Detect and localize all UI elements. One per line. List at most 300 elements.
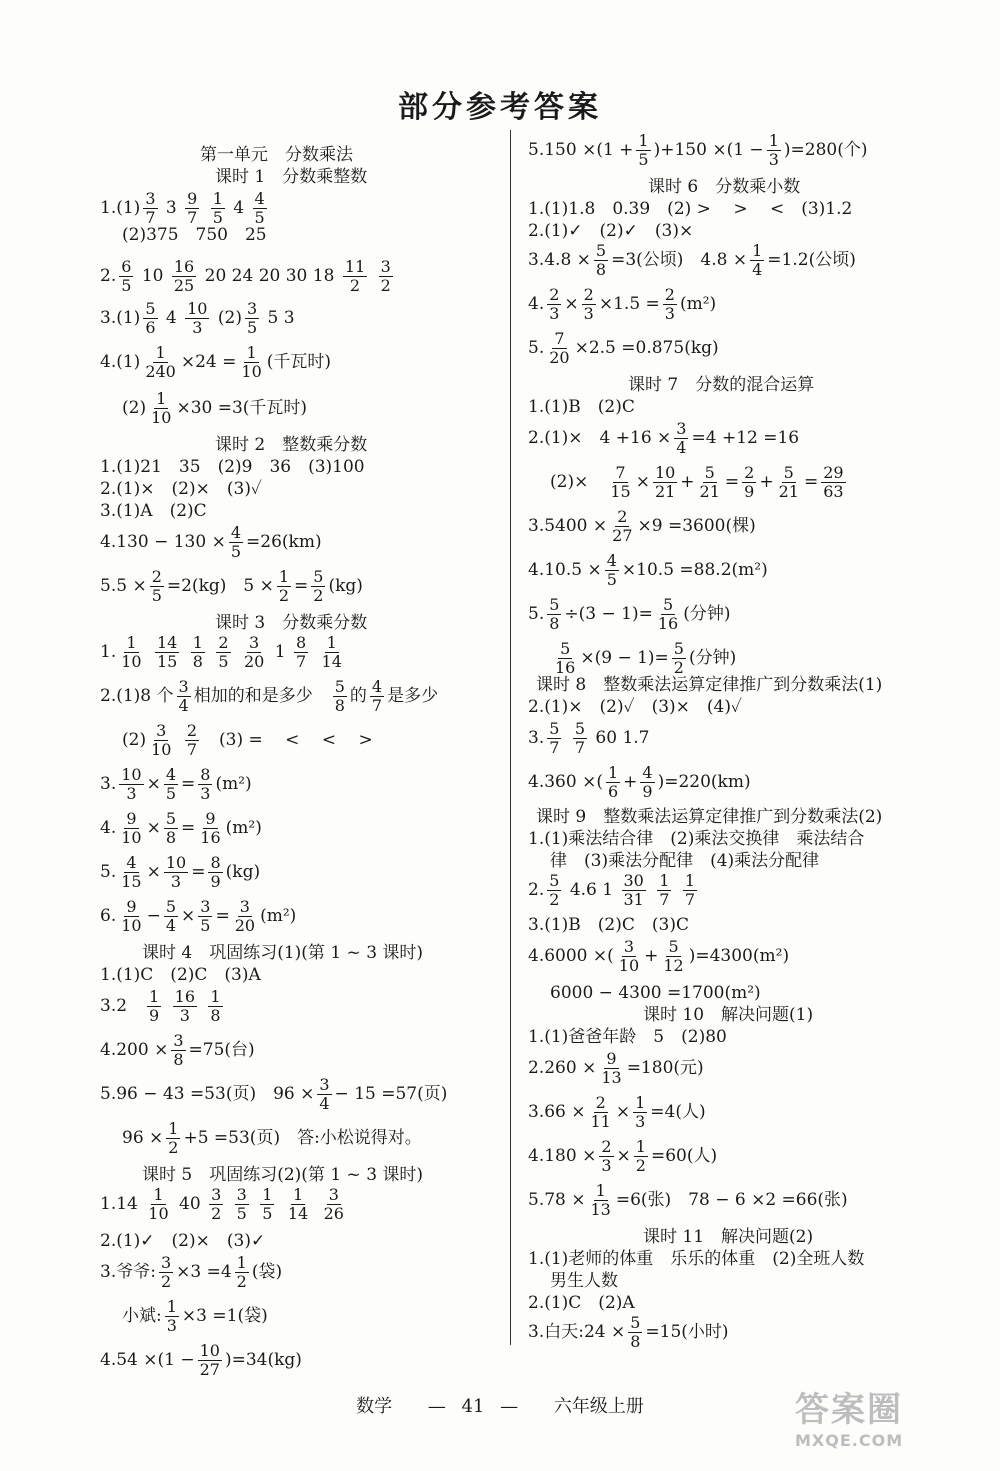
answer-text [226,1194,231,1214]
answer-text: = [191,862,206,882]
answer-text: )+150 ×(1 − [653,140,764,160]
fraction: $\frac{16}{25}$ [173,257,195,295]
fraction: $\frac{9}{10}$ [121,809,142,847]
fraction: $\frac{2}{11}$ [590,1093,611,1131]
fraction: $\frac{2}{9}$ [744,463,755,501]
answer-text: (kg) [225,862,261,882]
fraction: $\frac{5}{8}$ [630,1313,641,1351]
fraction: $\frac{5}{7}$ [574,719,586,757]
answer-text: 2.260 × [528,1058,597,1078]
answer-text: 律 (3)乘法分配律 (4)乘法分配律 [550,851,820,871]
fraction: $\frac{4}{5}$ [230,523,242,561]
fraction: $\frac{4}{5}$ [606,551,617,589]
fraction: $\frac{1}{14}$ [321,633,342,671]
fraction: $\frac{2}{27}$ [612,507,633,545]
answer-line [100,524,322,561]
answer-text: + [759,472,774,492]
fraction: $\frac{1}{7}$ [684,871,696,909]
fraction: $\frac{3}{10}$ [151,721,172,759]
answer-text: 5 3 [262,308,295,328]
fraction: $\frac{3}{2}$ [160,1253,172,1291]
answer-line [100,1342,302,1379]
answer-line [100,456,365,478]
answer-text: 4.(1) [100,352,141,372]
watermark-bottom: MXQE.COM [795,1431,904,1450]
answer-text [252,1194,257,1214]
fraction: $\frac{1}{3}$ [768,131,779,169]
footer-grade: 六年级上册 [553,1396,644,1417]
answer-text: = [803,472,819,492]
answer-text: (分钟) [688,648,737,668]
answer-line [528,1050,704,1087]
answer-text: 的 [349,686,367,706]
answer-line [528,872,700,909]
answer-line [100,678,438,715]
answer-line [100,898,296,935]
answer-text: 2.(1)× (2)✓ (3)× (4)✓ [528,697,742,717]
answer-line [528,420,799,457]
answer-text: 是多少 [387,686,439,706]
fraction: $\frac{2}{3}$ [583,285,594,323]
answer-line [100,766,252,803]
answer-line [100,988,226,1025]
fraction: $\frac{1}{2}$ [236,1253,247,1291]
answer-text: = [181,774,196,794]
answer-text: = [181,818,196,838]
fraction: $\frac{3}{26}$ [323,1185,344,1223]
watermark-top: 答案圈 [795,1390,903,1430]
fraction: $\frac{2}{7}$ [186,721,198,759]
answer-line [100,1076,447,1113]
fraction: $\frac{1}{5}$ [262,1185,273,1223]
answer-line [528,1314,729,1351]
fraction: $\frac{9}{7}$ [187,189,198,227]
answer-text: (m²) [215,774,252,794]
answer-text: − [146,906,161,926]
answer-text: 5. [528,338,545,358]
answer-line [528,220,693,242]
fraction: $\frac{1}{5}$ [638,131,649,169]
answer-text: 3. [100,774,117,794]
answer-text: 4.200 × [100,1040,169,1060]
fraction: $\frac{4}{9}$ [642,763,653,801]
answer-text [208,642,213,662]
answer-text: 3.(1)B (2)C (3)C [528,915,689,935]
answer-text: 4.130 − 130 × [100,532,226,552]
answer-line [100,810,262,847]
answer-text: 3.66 × [528,1102,586,1122]
answer-text: )=280(个) [783,140,868,160]
answer-text: =75(台) [188,1040,255,1060]
answer-line [550,1270,618,1292]
answer-text: 1 [269,642,291,662]
answer-text: ×3 =4 [176,1262,232,1282]
answer-line [528,1026,727,1048]
answer-text: 5.5 × [100,576,147,596]
answer-text: (m²) [679,294,717,314]
answer-text: 6000 − 4300 =1700(m²) [550,983,761,1003]
fraction: $\frac{11}{2}$ [344,257,366,295]
answer-text: + [623,772,638,792]
answer-text: 6. [100,906,117,926]
fraction: $\frac{2}{5}$ [218,633,229,671]
answer-text: × [146,774,161,794]
answer-text: 3.4.8 × [528,250,591,270]
answer-text: ÷(3 − 1)= [564,604,653,624]
answer-line [528,720,650,757]
answer-text: =15(小时) [645,1322,729,1342]
answer-text: = [724,472,740,492]
answer-line [100,1186,349,1223]
fraction: $\frac{1}{5}$ [212,189,223,227]
answer-text: (2)× [550,472,606,492]
fraction: $\frac{9}{13}$ [601,1049,622,1087]
answer-text: 3. [528,728,545,748]
fraction: $\frac{5}{2}$ [549,871,560,909]
answer-text: × [146,862,161,882]
answer-line [100,344,331,381]
answer-text: × [146,818,161,838]
fraction: $\frac{10}{27}$ [199,1341,220,1379]
section-heading: 课时 9 整数乘法运算定律推广到分数乘法(2) [536,807,883,827]
answer-text [200,996,205,1016]
section-heading: 课时 3 分数乘分数 [215,613,368,633]
answer-text: 2.(1)✓ (2)× (3)✓ [100,1231,266,1251]
answer-text: ×1.5 = [598,294,660,314]
fraction: $\frac{1}{7}$ [659,871,670,909]
answer-text: 1.(1)爸爸年龄 5 (2)80 [528,1027,727,1047]
answer-text: +5 =53(页) 答:小松说得对。 [183,1128,422,1148]
fraction: $\frac{4}{7}$ [371,677,383,715]
answer-text: 5.78 × [528,1190,586,1210]
answer-line [100,1032,255,1069]
section-heading: 课时 7 分数的混合运算 [628,375,815,395]
answer-text: 1.(1)B (2)C [528,397,635,417]
fraction: $\frac{3}{10}$ [618,937,640,975]
answer-text [176,730,181,750]
answer-line [528,508,756,545]
answer-text: 2.(1)8 个 [100,686,174,706]
fraction: $\frac{3}{5}$ [246,299,258,337]
watermark-logo [795,1382,945,1457]
fraction: $\frac{4}{15}$ [121,853,142,891]
answer-text: (2) [122,398,147,418]
answer-line [122,224,267,246]
answer-text: 4. [528,294,545,314]
page-title: 部分参考答案 [398,90,602,125]
fraction: $\frac{1}{6}$ [607,763,619,801]
fraction: $\frac{1}{4}$ [752,241,763,279]
answer-text: ×9 =3600(棵) [637,516,756,536]
answer-line [100,190,270,227]
answer-text: 2.(1)✓ (2)✓ (3)× [528,221,694,241]
fraction: $\frac{5}{16}$ [555,639,576,677]
fraction: $\frac{16}{3}$ [174,987,195,1025]
answer-text: ×3 =1(袋) [181,1306,268,1326]
answer-line [550,850,819,872]
answer-line [528,1292,635,1314]
footer-page-number: — 41 — [427,1396,519,1417]
answer-text: = [215,906,230,926]
answer-text: 4.10.5 × [528,560,602,580]
fraction: $\frac{2}{3}$ [664,285,675,323]
answer-text: × [616,1146,631,1166]
fraction: $\frac{14}{15}$ [157,633,178,671]
answer-line [100,1230,265,1252]
answer-text: =180(元) [626,1058,704,1078]
answer-text: 5. [528,604,545,624]
answer-text [311,642,316,662]
answer-text: (分钟) [683,604,731,624]
section-heading: 课时 11 解决问题(2) [643,1227,814,1247]
answer-text: 4.180 × [528,1146,597,1166]
answer-line [528,242,856,279]
answer-text: 4.6000 ×( [528,946,614,966]
answer-text: 20 24 20 30 18 [199,266,340,286]
fraction: $\frac{3}{8}$ [173,1031,184,1069]
fraction: $\frac{1}{10}$ [148,1185,169,1223]
answer-text: )=220(km) [657,772,751,792]
answer-text: 3.爷爷: [100,1262,156,1282]
answer-text: = [294,576,309,596]
answer-line [528,1138,717,1175]
answer-text: 3.5400 × [528,516,608,536]
fraction: $\frac{4}{5}$ [165,765,177,803]
fraction: $\frac{1}{3}$ [166,1297,177,1335]
fraction: $\frac{9}{16}$ [200,809,221,847]
fraction: $\frac{3}{2}$ [380,257,391,295]
fraction: $\frac{3}{4}$ [676,419,687,457]
fraction: $\frac{1}{14}$ [287,1185,309,1223]
answer-line [528,828,864,850]
answer-text: )=34(kg) [224,1350,302,1370]
section-heading: 课时 4 巩固练习(1)(第 1 ~ 3 课时) [142,943,424,963]
fraction: $\frac{10}{3}$ [187,299,208,337]
answer-line [528,396,635,418]
answer-text [182,642,187,662]
section-heading: 第一单元 分数乘法 [200,145,353,165]
answer-text: =26(km) [246,532,322,552]
answer-text: (2) [122,730,147,750]
answer-text: (3) = < < > [202,730,373,750]
answer-text: + [644,946,659,966]
answer-text: ×(9 − 1)= [580,648,669,668]
fraction: $\frac{3}{2}$ [211,1185,222,1223]
answer-line [528,132,867,169]
fraction: $\frac{5}{16}$ [657,595,679,633]
fraction: $\frac{3}{4}$ [178,677,189,715]
answer-text: 60 1.7 [590,728,650,748]
answer-text: 1. [100,642,117,662]
answer-line [100,568,363,605]
answer-line [528,286,716,323]
answer-line [122,1120,422,1157]
answer-text: (m²) [260,906,297,926]
answer-text: + [680,472,695,492]
answer-line [100,634,347,671]
answer-text: 4.54 ×(1 − [100,1350,195,1370]
section-heading: 课时 5 巩固练习(2)(第 1 ~ 3 课时) [142,1165,424,1185]
fraction: $\frac{5}{2}$ [673,639,684,677]
answer-line [550,464,849,501]
answer-text: 10 [136,266,169,286]
fraction: $\frac{5}{8}$ [595,241,607,279]
answer-line [528,1094,706,1131]
answer-text: × [635,472,650,492]
fraction: $\frac{9}{10}$ [121,897,142,935]
answer-line [100,478,262,500]
answer-text [277,1194,282,1214]
answer-text: 4.6 1 [564,880,619,900]
fraction: $\frac{1}{9}$ [149,987,160,1025]
fraction: $\frac{1}{8}$ [192,633,203,671]
column-divider [510,130,511,1345]
fraction: $\frac{3}{4}$ [319,1075,330,1113]
answer-line [528,330,719,367]
fraction: $\frac{8}{3}$ [200,765,211,803]
fraction: $\frac{2}{3}$ [549,285,560,323]
answer-line [528,1248,864,1270]
fraction: $\frac{3}{5}$ [236,1185,247,1223]
fraction: $\frac{1}{240}$ [145,343,176,381]
answer-line [122,722,373,759]
fraction: $\frac{30}{31}$ [623,871,644,909]
fraction: $\frac{29}{63}$ [823,463,844,501]
fraction: $\frac{6}{5}$ [121,257,132,295]
fraction: $\frac{5}{4}$ [165,897,177,935]
answer-line [528,596,730,633]
answer-line [528,552,768,589]
fraction: $\frac{2}{3}$ [601,1137,612,1175]
answer-text: (千瓦时) [266,352,332,372]
answer-text: 1.(1)乘法结合律 (2)乘法交换律 乘法结合 [528,829,865,849]
section-heading: 课时 10 解决问题(1) [643,1005,814,1025]
answer-text [202,198,207,218]
answer-line [100,854,260,891]
answer-text: =1.2(公顷) [767,250,856,270]
answer-text: × [181,906,196,926]
fraction: $\frac{1}{10}$ [151,389,172,427]
answer-text: =4(人) [650,1102,706,1122]
answer-text: × [564,294,579,314]
answer-text: 4.360 ×( [528,772,603,792]
answer-line [122,1298,268,1335]
answer-text: 1.(1)1.8 0.39 (2) > > < (3)1.2 [528,199,853,219]
fraction: $\frac{3}{20}$ [243,633,265,671]
answer-text: =3(公顷) 4.8 × [611,250,748,270]
answer-line [528,938,789,975]
answer-text: × [615,1102,631,1122]
answer-line [528,696,742,718]
answer-text: 5. [100,862,117,882]
fraction: $\frac{7}{15}$ [610,463,631,501]
answer-text: 1.(1) [100,198,141,218]
fraction: $\frac{5}{21}$ [778,463,799,501]
answer-line [550,982,761,1004]
fraction: $\frac{10}{21}$ [654,463,676,501]
answer-line [100,1254,282,1291]
answer-text [370,266,375,286]
footer-subject: 数学 [356,1396,393,1417]
answer-text: − 15 =57(页) [334,1084,448,1104]
answer-text: 3.2 [100,996,145,1016]
answer-text [147,642,152,662]
answer-text: 3 [160,198,183,218]
answer-text: 4 [160,308,183,328]
answer-text: 4 [227,198,250,218]
answer-text [164,996,169,1016]
answer-text: =4 +12 =16 [691,428,800,448]
answer-text: 3.(1)A (2)C [100,501,207,521]
fraction: $\frac{4}{5}$ [254,189,265,227]
answer-text: ×30 =3(千瓦时) [176,398,308,418]
answer-line [100,964,261,986]
answer-text: 小斌: [122,1306,162,1326]
section-heading: 课时 6 分数乘小数 [648,177,801,197]
section-heading: 课时 8 整数乘法运算定律推广到分数乘法(1) [536,675,883,695]
answer-text [313,1194,318,1214]
answer-text: (m²) [225,818,262,838]
answer-text: ×10.5 =88.2(m²) [621,560,768,580]
answer-line [550,640,736,677]
answer-text: 1.14 [100,1194,144,1214]
fraction: $\frac{1}{2}$ [278,567,290,605]
answer-text: 3.(1) [100,308,141,328]
answer-line [528,764,751,801]
answer-text: =2(kg) 5 × [166,576,274,596]
fraction: $\frac{1}{10}$ [241,343,262,381]
answer-text: 2. [528,880,545,900]
fraction: $\frac{5}{7}$ [549,719,560,757]
fraction: $\frac{1}{13}$ [590,1181,611,1219]
answer-text [649,880,654,900]
answer-line [100,300,295,337]
answer-text: (2)375 750 25 [122,225,267,245]
answer-text: (kg) [328,576,363,596]
fraction: $\frac{1}{10}$ [121,633,142,671]
fraction: $\frac{5}{6}$ [145,299,156,337]
answer-text: 40 [173,1194,207,1214]
fraction: $\frac{8}{9}$ [210,853,221,891]
fraction: $\frac{5}{8}$ [334,677,345,715]
answer-text [564,728,569,748]
answer-line [122,390,307,427]
answer-text: 1.(1)21 35 (2)9 36 (3)100 [100,457,365,477]
answer-text: 1.(1)C (2)C (3)A [100,965,261,985]
answer-text: 96 × [122,1128,164,1148]
fraction: $\frac{5}{8}$ [165,809,177,847]
section-heading: 课时 2 整数乘分数 [215,435,368,455]
fraction: $\frac{5}{8}$ [549,595,560,633]
answer-text: (袋) [251,1262,283,1282]
answer-line [528,914,689,936]
answer-text: ×24 = [180,352,237,372]
fraction: $\frac{2}{5}$ [151,567,162,605]
answer-text: 4. [100,818,117,838]
fraction: $\frac{1}{2}$ [168,1119,179,1157]
answer-text: =60(人) [650,1146,718,1166]
fraction: $\frac{5}{12}$ [663,937,684,975]
answer-line [528,198,852,220]
fraction: $\frac{7}{20}$ [549,329,570,367]
answer-text: 男生人数 [550,1271,618,1291]
answer-text: 2. [100,266,117,286]
answer-text: 1.(1)老师的体重 乐乐的体重 (2)全班人数 [528,1249,865,1269]
fraction: $\frac{3}{7}$ [145,189,156,227]
answer-text: ×2.5 =0.875(kg) [574,338,719,358]
answer-text: 3.白天:24 × [528,1322,626,1342]
fraction: $\frac{1}{2}$ [635,1137,646,1175]
